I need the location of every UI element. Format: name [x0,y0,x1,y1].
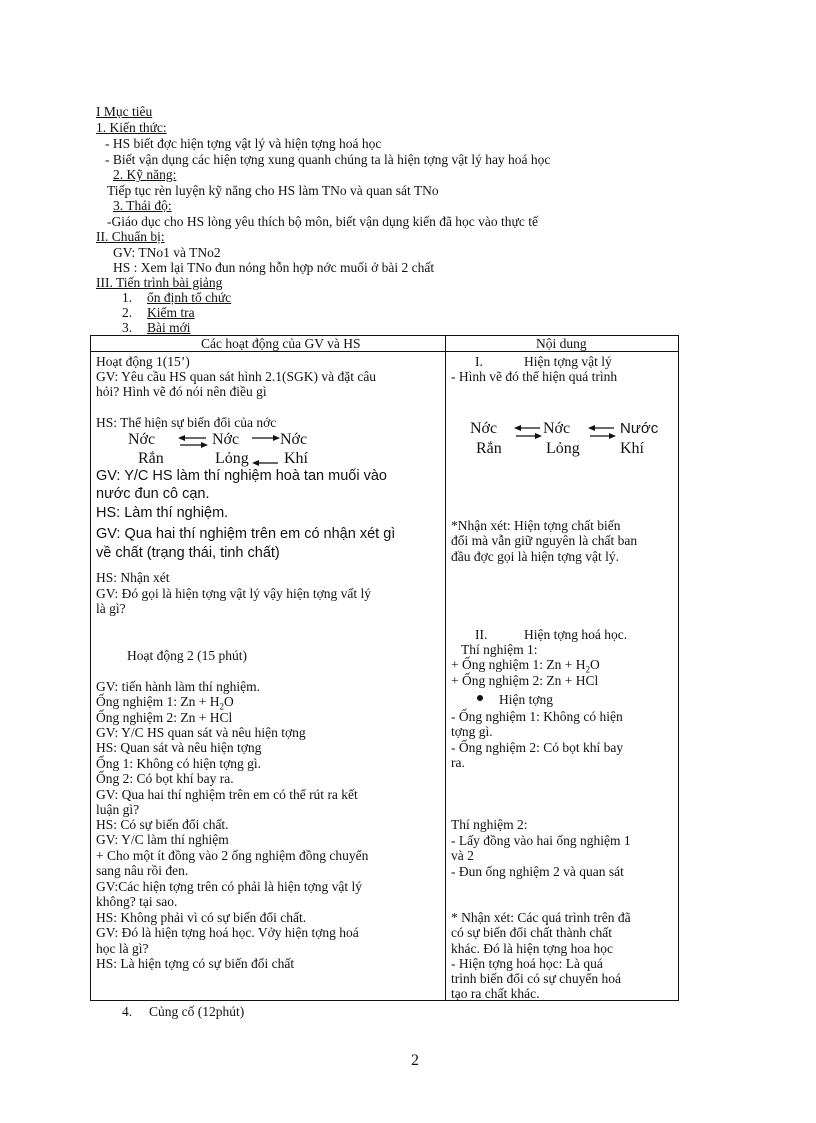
state-diagram-label: Nớc [128,431,156,448]
activity-2-title: Hoạt động 2 (15 phút) [127,648,247,663]
right-line: tạo ra chất khác. [451,986,540,1001]
prep-gv: GV: TNo1 và TNo2 [113,245,221,260]
left-line: học là gì? [96,941,149,956]
section-1-title: Hiện tợng vật lý [524,354,612,369]
step-2-label: Kiểm tra [147,305,195,320]
state-diagram-label: Nớc [280,431,308,448]
left-line: HS: Không phải vì có sự biến đổi chất. [96,910,307,925]
step-3-label: Bài mới [147,320,191,335]
equilibrium-arrow-icon [512,424,548,442]
right-line: Hiện tợng [499,692,554,707]
knowledge-item-1: - HS biết đợc hiện tợng vật lý và hiện tợng hoá học [105,136,382,151]
right-line: Thí nghiệm 2: [451,817,528,832]
state-diagram-label: Khí [284,450,308,467]
left-line: luận gì? [96,802,140,817]
right-line: - Hiện tợng hoá học: Là quá [451,956,603,971]
left-line: HS: Thể hiện sự biến đổi của nớc [96,415,277,430]
state-diagram-label: Lỏng [215,450,249,467]
equilibrium-arrow-icon [176,434,216,452]
left-line: GV:Các hiện tợng trên có phải là hiện tợng vật lý [96,879,362,894]
step-3-number: 3. [122,320,133,335]
right-line: đổi mà vẫn giữ nguyên là chất ban [451,533,638,548]
left-line: không? tại sao. [96,894,178,909]
right-line: - Ống nghiệm 2: Có bọt khí bay [451,740,624,755]
left-line: Ống nghiệm 1: $Zn + H_2O$ [96,694,234,712]
section-2-number: II. [475,627,488,642]
step-1-label: ổn định tổ chức [147,290,232,305]
left-line: GV: Đó là hiện tợng hoá học. Vởy hiện tợng hoá [96,925,359,940]
attitude-item-1: -Giáo dục cho HS lòng yêu thích bộ môn, biết vận dụng kiến đã học vào thực tế [107,214,538,229]
state-diagram-label: Khí [620,440,644,457]
bullet-icon [477,695,483,701]
state-diagram-label: Nước [620,420,659,437]
left-line: GV: Yêu cầu HS quan sát hình 2.1(SGK) và đặt câu [96,369,377,384]
left-line: GV: Y/C làm thí nghiệm [96,832,229,847]
right-line: - Đun ống nghiệm 2 và quan sát [451,864,624,879]
left-line: Ống 1: Không có hiện tợng gì. [96,756,261,771]
right-line: - Hình vẽ đó thể hiện quá trình [451,369,618,384]
left-line: HS: Có sự biến đổi chất. [96,817,229,832]
right-line: khác. Đó là hiện tợng hoa học [451,941,613,956]
left-line: GV: Qua hai thí nghiệm trên em có thể rút ra kết [96,787,358,802]
step-4-number: 4. [122,1004,133,1019]
table-header-activities: Các hoạt động của GV và HS [201,336,361,351]
section-2-title: Hiện tợng hoá học. [524,627,628,642]
left-line: HS: Là hiện tợng có sự biến đổi chất [96,956,295,971]
right-line: và 2 [451,848,474,863]
right-line: có sự biến đổi chất thành chất [451,925,613,940]
process-heading: III. Tiến trình bài giảng [96,275,223,290]
knowledge-label: 1. Kiến thức: [96,120,167,135]
right-line: Thí nghiệm 1: [461,642,538,657]
state-diagram-label: Lỏng [546,440,580,457]
right-line: trình biến đổi có sự chuyển hoá [451,971,622,986]
left-line: GV: Đó gọi là hiện tợng vật lý vậy hiện tợng vất lý [96,586,371,601]
table-header-divider [90,351,679,352]
state-diagram-label: Nớc [470,420,498,437]
attitude-heading: 3. Thái độ: [113,198,172,213]
left-line: HS: Làm thí nghiệm. [96,505,229,521]
prep-hs: HS : Xem lại TNo đun nóng hỗn hợp nớc muối ở bài 2 chất [113,260,435,275]
equilibrium-arrow-icon [248,434,288,468]
left-line: + Cho một ít đồng vào 2 ống nghiệm đồng chuyển [96,848,369,863]
step-4-label: Củng cố (12phút) [149,1004,245,1019]
skills-heading: 2. Kỹ năng: [113,167,177,182]
step-1-number: 1. [122,290,133,305]
prep-heading: II. Chuẩn bị: [96,229,165,244]
objectives-heading: I Mục tiêu [96,104,153,119]
knowledge-heading [96,120,167,135]
left-line: GV: Y/C HS quan sát và nêu hiện tợng [96,725,306,740]
left-line: GV: Qua hai thí nghiệm trên em có nhận xét gì [96,526,396,542]
skills-item-1: Tiếp tục rèn luyện kỹ năng cho HS làm TNo và quan sát TNo [107,183,439,198]
right-line: + Ống nghiệm 2: Zn + HCl [451,673,599,688]
left-line: HS: Quan sát và nêu hiện tợng [96,740,262,755]
state-diagram-label: Rắn [138,450,164,467]
table-column-divider [445,335,446,1001]
left-line: sang nâu rồi đen. [96,863,189,878]
right-line: + Ống nghiệm 1: $Zn + H_2O$ [451,657,600,675]
equilibrium-arrow-icon [586,424,622,442]
right-line: - Ống nghiệm 1: Không có hiện [451,709,623,724]
left-line: hỏi? Hình vẽ đó nói nên điều gì [96,384,267,399]
state-diagram-label: Nớc [212,431,240,448]
activity-1-title: Hoạt động 1(15’) [96,354,190,369]
left-line: Ống nghiệm 2: Zn + HCl [96,710,233,725]
left-line: là gì? [96,601,126,616]
left-line: về chất (trạng thái, tinh chất) [96,545,280,561]
section-1-number: I. [475,354,483,369]
left-line: nước đun cô cạn. [96,486,210,502]
table-header-content: Nội dung [536,336,587,351]
left-line: GV: Y/C HS làm thí nghiệm hoà tan muối vào [96,468,387,484]
right-line: tợng gì. [451,724,493,739]
step-2-number: 2. [122,305,133,320]
left-line: HS: Nhận xét [96,570,170,585]
left-line: Ống 2: Có bọt khí bay ra. [96,771,234,786]
left-line: GV: tiến hành làm thí nghiệm. [96,679,260,694]
right-line: ra. [451,755,465,770]
knowledge-item-2: - Biết vận dụng các hiện tợng xung quanh chúng ta là hiện tợng vật lý hay hoá học [105,152,551,167]
right-line: *Nhận xét: Hiện tợng chất biến [451,518,621,533]
state-diagram-label: Rắn [476,440,502,457]
right-line: đầu đợc gọi là hiện tợng vật lý. [451,549,619,564]
right-line: - Lấy đồng vào hai ống nghiệm 1 [451,833,631,848]
state-diagram-label: Nớc [543,420,571,437]
page-number: 2 [411,1052,419,1069]
right-line: * Nhận xét: Các quá trình trên đã [451,910,631,925]
